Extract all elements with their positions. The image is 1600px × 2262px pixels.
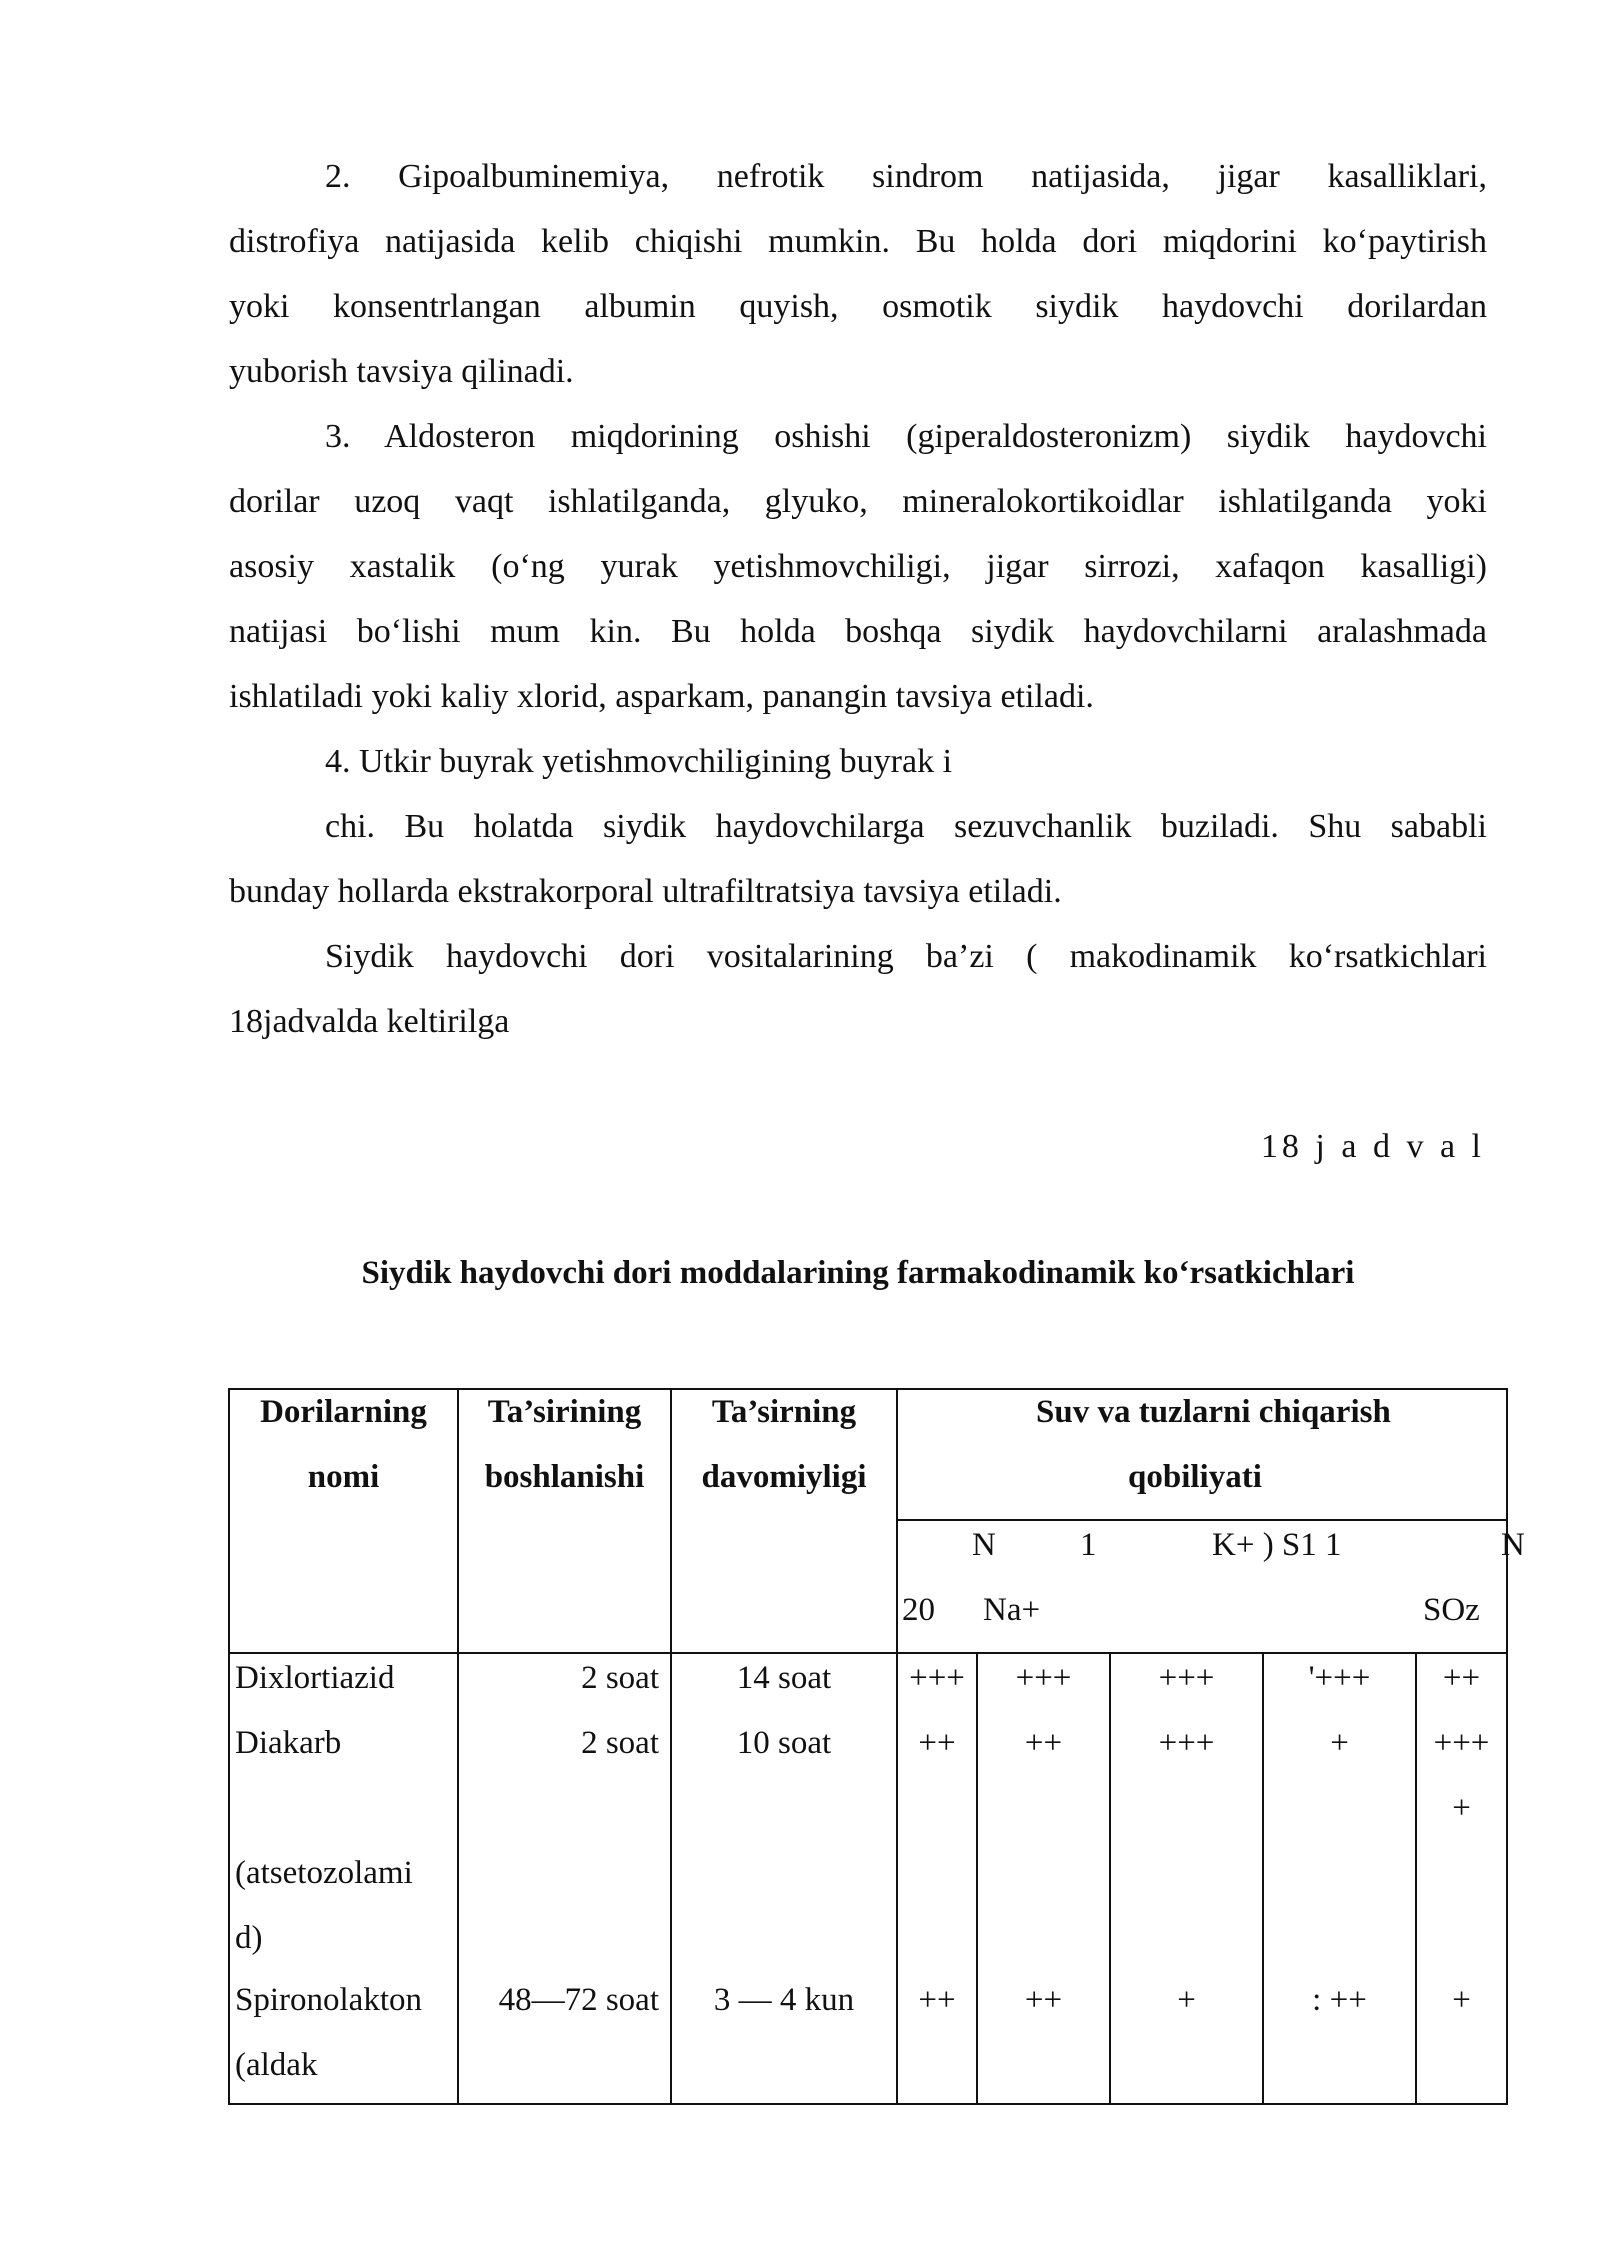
header-excretion xyxy=(898,1380,1506,1510)
table-title: Siydik haydovchi dori moddalarining farmakodinamik ko‘rsatkichlari xyxy=(361,1255,1355,1291)
paragraph-4 xyxy=(229,794,1487,924)
name-line xyxy=(235,1776,413,1841)
row2-val-3: +++ xyxy=(1158,1725,1215,1761)
row1-onset: 2 soat xyxy=(581,1660,659,1696)
name-line: (atsetozolami xyxy=(235,1855,413,1891)
row2-val-2: ++ xyxy=(1024,1725,1063,1761)
row2-duration: 10 soat xyxy=(736,1725,832,1761)
paragraph-line: 4. Utkir buyrak yetishmovchiligining buyrak i xyxy=(325,743,953,780)
subheader-n2: N xyxy=(1501,1527,1525,1563)
row2-val-5: +++ xyxy=(1433,1725,1490,1761)
row2-val-4: + xyxy=(1330,1725,1349,1761)
row2-val-1: ++ xyxy=(918,1725,956,1761)
row3-name xyxy=(235,1968,422,2098)
header-drug-name xyxy=(230,1380,457,1510)
table-label: 18 j a d v a l xyxy=(1260,1128,1485,1165)
subheader-1: 1 xyxy=(1080,1527,1097,1563)
header-line: qobiliyati xyxy=(1128,1459,1262,1495)
row1-val-4: '+++ xyxy=(1308,1660,1371,1696)
header-duration xyxy=(672,1380,896,1510)
paragraph-line: distrofiya natijasida kelib chiqishi mumkin. Bu holda dori miqdorini ko‘paytirish xyxy=(229,223,1487,260)
name-line: (aldak xyxy=(235,2047,318,2083)
row3-onset: 48—72 soat xyxy=(498,1982,659,2018)
paragraph-line: bunday hollarda ekstrakorporal ultrafiltratsiya tavsiya etiladi. xyxy=(229,873,1062,910)
header-line: Suv va tuzlarni chiqarish xyxy=(1036,1394,1391,1430)
paragraph-line: ishlatiladi yoki kaliy xlorid, asparkam, panangin tavsiya etiladi. xyxy=(229,678,1094,715)
header-onset xyxy=(459,1380,670,1510)
row1-val-1: +++ xyxy=(909,1660,965,1696)
header-line: Ta’sirning xyxy=(711,1394,857,1430)
header-line: Ta’sirining xyxy=(487,1394,642,1430)
row3-val-2: ++ xyxy=(1024,1982,1063,2018)
paragraph-line: 18jadvalda keltirilga xyxy=(229,1003,510,1040)
name-line: d) xyxy=(235,1920,263,1956)
paragraph-5 xyxy=(229,924,1487,1054)
row3-val-5: + xyxy=(1452,1982,1471,2018)
row3-val-4: : ++ xyxy=(1312,1982,1367,2018)
paragraph-3 xyxy=(229,729,1487,794)
paragraph-2 xyxy=(229,404,1487,729)
paragraph-line: chi. Bu holatda siydik haydovchilarga sezuvchanlik buziladi. Shu sababli xyxy=(325,808,1487,845)
paragraph-line: asosiy xastalik (o‘ng yurak yetishmovchiligi, jigar sirrozi, xafaqon kasalligi) xyxy=(229,548,1487,585)
header-line: nomi xyxy=(307,1459,380,1495)
subheader-k-cl: K+ ) S1 1 xyxy=(1212,1527,1342,1563)
row1-name: Dixlortiazid xyxy=(235,1660,395,1696)
row2-val-5-extra: + xyxy=(1452,1790,1471,1826)
paragraph-line: natijasi bo‘lishi mum kin. Bu holda boshqa siydik haydovchilarni aralashmada xyxy=(229,613,1487,650)
row1-val-2: +++ xyxy=(1015,1660,1072,1696)
header-line: boshlanishi xyxy=(484,1459,645,1495)
table-border xyxy=(228,2103,1508,2105)
row3-val-1: ++ xyxy=(918,1982,956,2018)
table-border xyxy=(1506,1388,1508,2105)
header-line: davomiyligi xyxy=(701,1459,867,1495)
paragraph-line: yoki konsentrlangan albumin quyish, osmotik siydik haydovchi dorilardan xyxy=(229,288,1487,325)
name-line: Diakarb xyxy=(235,1725,342,1761)
paragraph-1 xyxy=(229,144,1487,404)
row1-val-5: ++ xyxy=(1442,1660,1481,1696)
row1-val-3: +++ xyxy=(1158,1660,1215,1696)
subheader-n: N xyxy=(972,1527,996,1563)
row2-name xyxy=(235,1711,413,1971)
row3-val-3: + xyxy=(1177,1982,1196,2018)
paragraph-line: 3. Aldosteron miqdorining oshishi (giperaldosteronizm) siydik haydovchi xyxy=(325,418,1487,455)
row2-onset: 2 soat xyxy=(581,1725,659,1761)
row3-duration: 3 — 4 kun xyxy=(713,1982,855,2018)
paragraph-line: dorilar uzoq vaqt ishlatilganda, glyuko, mineralokortikoidlar ishlatilganda yoki xyxy=(229,483,1487,520)
subheader-20: 20 xyxy=(902,1592,935,1628)
subheader-so: SOz xyxy=(1423,1592,1480,1628)
paragraph-line: yuborish tavsiya qilinadi. xyxy=(229,353,574,390)
paragraph-line: Siydik haydovchi dori vositalarining ba’zi ( makodinamik ko‘rsatkichlari xyxy=(325,938,1487,975)
header-line: Dorilarning xyxy=(260,1394,427,1430)
row1-duration: 14 soat xyxy=(736,1660,832,1696)
subheader-na: Na+ xyxy=(983,1592,1041,1628)
paragraph-line: 2. Gipoalbuminemiya, nefrotik sindrom natijasida, jigar kasalliklari, xyxy=(325,158,1487,195)
name-line: Spironolakton xyxy=(235,1982,422,2018)
